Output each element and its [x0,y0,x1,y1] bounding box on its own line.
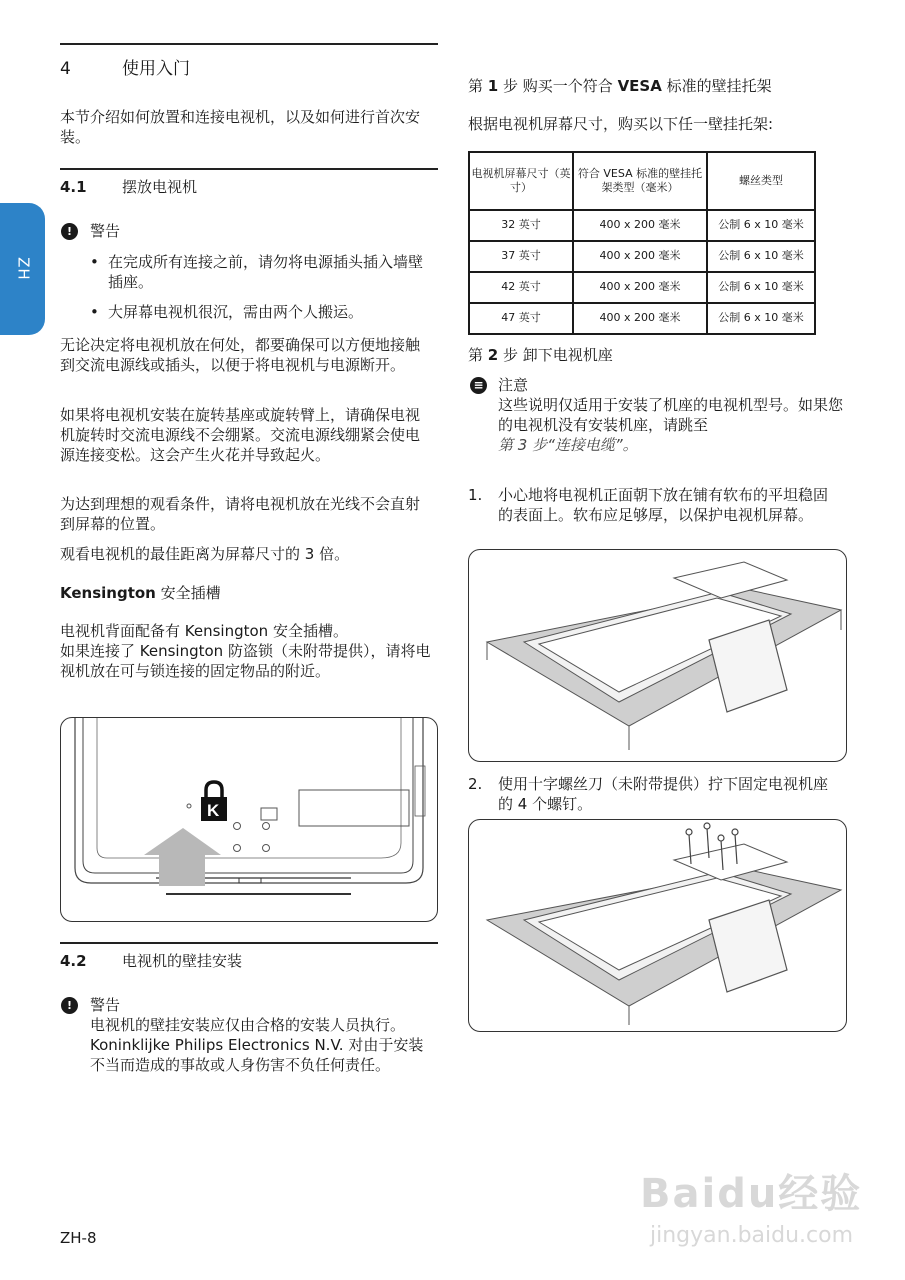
warning-icon: ! [61,223,78,240]
note-icon: ≡ [470,377,487,394]
page-number: ZH-8 [60,1229,97,1247]
step-text: 步 卸下电视机座 [503,346,613,364]
table-cell: 400 x 200 毫米 [573,210,707,241]
table-cell: 公制 6 x 10 毫米 [707,210,815,241]
table-cell: 32 英寸 [469,210,573,241]
kensington-title-zh: 安全插槽 [160,584,221,602]
instruction-number: 2. [468,775,483,793]
table-cell: 42 英寸 [469,272,573,303]
table-cell: 47 英寸 [469,303,573,334]
table-row [469,210,815,241]
table-cell: 400 x 200 毫米 [573,272,707,303]
step1-description: 根据电视机屏幕尺寸，购买以下任一壁挂托架: [468,115,774,133]
kensington-text-2: 如果连接了 Kensington 防盗锁（未附带提供），请将电视机放在可与锁连接的固定物品的附近。 [60,642,431,680]
tv-facedown-figure [468,549,847,762]
step1-heading [468,77,772,97]
warning-item: • 大屏幕电视机很沉，需由两个人搬运。 [90,303,435,323]
step-prefix: 第 [468,346,484,364]
kensington-heading [60,584,221,604]
section-number: 4.2 [60,952,87,970]
step-prefix: 第 [468,77,484,95]
svg-text:K: K [207,801,220,820]
note-text: 这些说明仅适用于安装了机座的电视机型号。如果您的电视机没有安装机座，请跳至 [498,396,844,434]
column-header: 符合 VESA 标准的壁挂托架类型（毫米） [573,152,707,210]
watermark-logo: Baidu经验 [640,1171,863,1217]
kensington-title-en: Kensington [60,584,156,602]
language-tab-label: ZH [14,257,33,281]
section-4-heading [60,58,190,80]
step-number: 1 [487,77,499,95]
intro-paragraph: 本节介绍如何放置和连接电视机，以及如何进行首次安装。 [60,108,421,146]
section-title: 使用入门 [122,59,190,79]
kensington-text-1: 电视机背面配备有 Kensington 安全插槽。 [60,622,348,640]
table-cell: 公制 6 x 10 毫米 [707,303,815,334]
instruction-number: 1. [468,486,483,504]
table-row [469,272,815,303]
note-link[interactable]: 第 3 步“连接电缆”。 [498,436,638,454]
table-cell: 公制 6 x 10 毫米 [707,241,815,272]
table-row [469,241,815,272]
paragraph: 观看电视机的最佳距离为屏幕尺寸的 3 倍。 [60,545,350,563]
instruction-1 [468,486,848,546]
table-row [469,303,815,334]
warning-label: 警告 [90,996,121,1014]
lock-icon [201,782,227,821]
section-title: 电视机的壁挂安装 [122,952,243,970]
warning-item: • 在完成所有连接之前，请勿将电源插头插入墙壁插座。 [90,253,435,293]
screw-removal-figure [468,819,847,1032]
arrow-up-icon [144,828,221,886]
paragraph: 无论决定将电视机放在何处，都要确保可以方便地接触到交流电源线或插头，以便于将电视机与电源断开。 [60,336,421,374]
rule-41 [60,168,438,170]
language-tab[interactable] [0,203,45,335]
instruction-2 [468,775,848,817]
warning-icon: ! [61,997,78,1014]
section-42-heading [60,952,243,972]
instruction-text: 使用十字螺丝刀（未附带提供）拧下固定电视机座的 4 个螺钉。 [498,775,829,813]
step-text: 标准的壁挂托架 [666,77,772,95]
column-header: 螺丝类型 [707,152,815,210]
table-header-row [469,152,815,210]
warning-label: 警告 [90,222,121,240]
section-number: 4.1 [60,178,87,196]
warning-text: 电视机的壁挂安装应仅由合格的安装人员执行。Koninklijke Philips Electronics N.V. 对由于安装不当而造成的事故或人身伤害不负任何责任。 [90,1016,424,1074]
tv-facedown-illustration [469,550,846,761]
note-label: 注意 [498,376,529,394]
vesa-table [468,151,816,335]
tv-back-illustration [61,718,437,921]
section-41-heading [60,178,198,198]
step-number: 2 [487,346,499,364]
table-cell: 37 英寸 [469,241,573,272]
step2-heading [468,346,613,366]
kensington-figure [60,717,438,922]
instruction-text: 小心地将电视机正面朝下放在铺有软布的平坦稳固的表面上。软布应足够厚，以保护电视机屏幕。 [498,486,829,524]
table-cell: 400 x 200 毫米 [573,241,707,272]
table-cell: 公制 6 x 10 毫米 [707,272,815,303]
paragraph: 为达到理想的观看条件，请将电视机放在光线不会直射到屏幕的位置。 [60,495,421,533]
watermark-url: jingyan.baidu.com [650,1223,854,1248]
step-vesa: VESA [617,77,662,95]
table-cell: 400 x 200 毫米 [573,303,707,334]
screw-removal-illustration [469,820,846,1031]
section-number: 4 [60,59,71,79]
step-text: 步 购买一个符合 [503,77,613,95]
rule-42 [60,942,438,944]
column-header: 电视机屏幕尺寸（英寸） [469,152,573,210]
top-rule-left [60,43,438,45]
section-title: 摆放电视机 [122,178,198,196]
paragraph: 如果将电视机安装在旋转基座或旋转臂上，请确保电视机旋转时交流电源线不会绷紧。交流电源线绷紧会使电源连接变松。这会产生火花并导致起火。 [60,406,421,464]
warning-list [90,253,435,332]
